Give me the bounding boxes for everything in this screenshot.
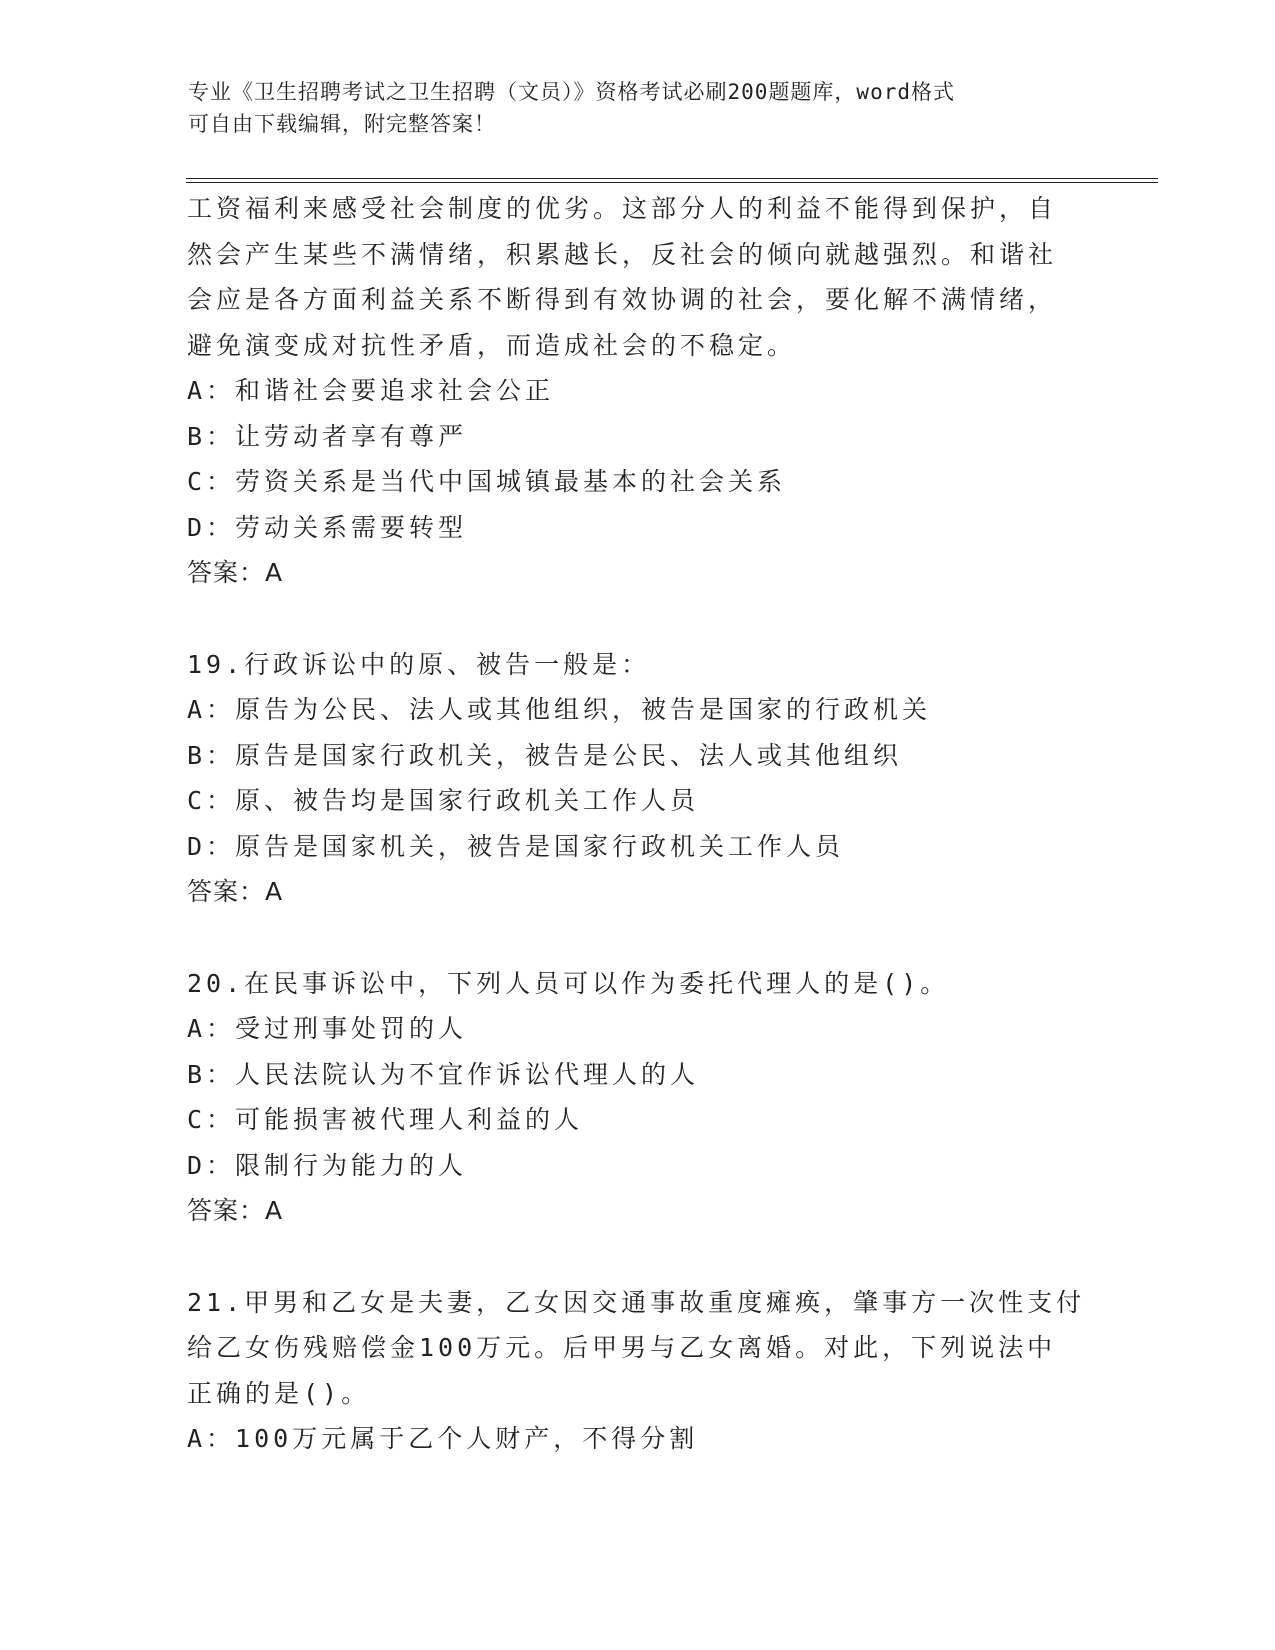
option-a: A：受过刑事处罚的人 xyxy=(187,1014,468,1043)
option-c: C：可能损害被代理人利益的人 xyxy=(187,1105,584,1134)
question-stem: 正确的是()。 xyxy=(187,1378,371,1408)
option-d: D：限制行为能力的人 xyxy=(187,1150,468,1180)
question-stem: 21.甲男和乙女是夫妻，乙女因交通事故重度瘫痪，肇事方一次性支付 xyxy=(187,1287,1086,1317)
question-stem: 给乙女伤残赔偿金100万元。后甲男与乙女离婚。对此，下列说法中 xyxy=(187,1333,1057,1362)
option-a: A：原告为公民、法人或其他组织，被告是国家的行政机关 xyxy=(187,695,932,724)
option-c: C：原、被告均是国家行政机关工作人员 xyxy=(187,786,700,815)
spacer xyxy=(187,915,1087,961)
question-20 xyxy=(187,961,1087,1234)
header-title-line-1: 专业《卫生招聘考试之卫生招聘（文员）》资格考试必刷200题题库，word格式 xyxy=(188,80,955,104)
question-19 xyxy=(187,642,1087,915)
option-b: B：让劳动者享有尊严 xyxy=(187,421,468,451)
question-21 xyxy=(187,1280,1087,1462)
answer-line: 答案：A xyxy=(187,877,284,906)
option-d: D：原告是国家机关，被告是国家行政机关工作人员 xyxy=(187,831,845,861)
spacer xyxy=(187,1234,1087,1280)
question-text-line: 会应是各方面利益关系不断得到有效协调的社会，要化解不满情绪， xyxy=(187,285,1058,314)
answer-line: 答案：A xyxy=(187,558,284,587)
option-d: D：劳动关系需要转型 xyxy=(187,512,468,542)
page-header xyxy=(188,76,1088,140)
spacer xyxy=(187,596,1087,642)
option-c: C：劳资关系是当代中国城镇最基本的社会关系 xyxy=(187,467,787,496)
option-b: B：原告是国家行政机关，被告是公民、法人或其他组织 xyxy=(187,740,903,770)
question-text-line: 工资福利来感受社会制度的优劣。这部分人的利益不能得到保护，自 xyxy=(187,194,1058,223)
question-text-line: 然会产生某些不满情绪，积累越长，反社会的倾向就越强烈。和谐社 xyxy=(187,239,1058,269)
question-text-line: 避免演变成对抗性矛盾，而造成社会的不稳定。 xyxy=(187,330,797,360)
question-18-continuation xyxy=(187,186,1087,596)
header-divider xyxy=(186,178,1158,183)
answer-line: 答案：A xyxy=(187,1196,284,1225)
option-a: A：和谐社会要追求社会公正 xyxy=(187,376,555,405)
question-stem: 19.行政诉讼中的原、被告一般是： xyxy=(187,649,651,679)
option-b: B：人民法院认为不宜作诉讼代理人的人 xyxy=(187,1059,700,1089)
question-stem: 20.在民事诉讼中，下列人员可以作为委托代理人的是()。 xyxy=(187,968,950,998)
option-a: A：100万元属于乙个人财产，不得分割 xyxy=(187,1424,699,1453)
header-title-line-2: 可自由下载编辑，附完整答案！ xyxy=(188,112,496,136)
document-body xyxy=(187,186,1087,1462)
